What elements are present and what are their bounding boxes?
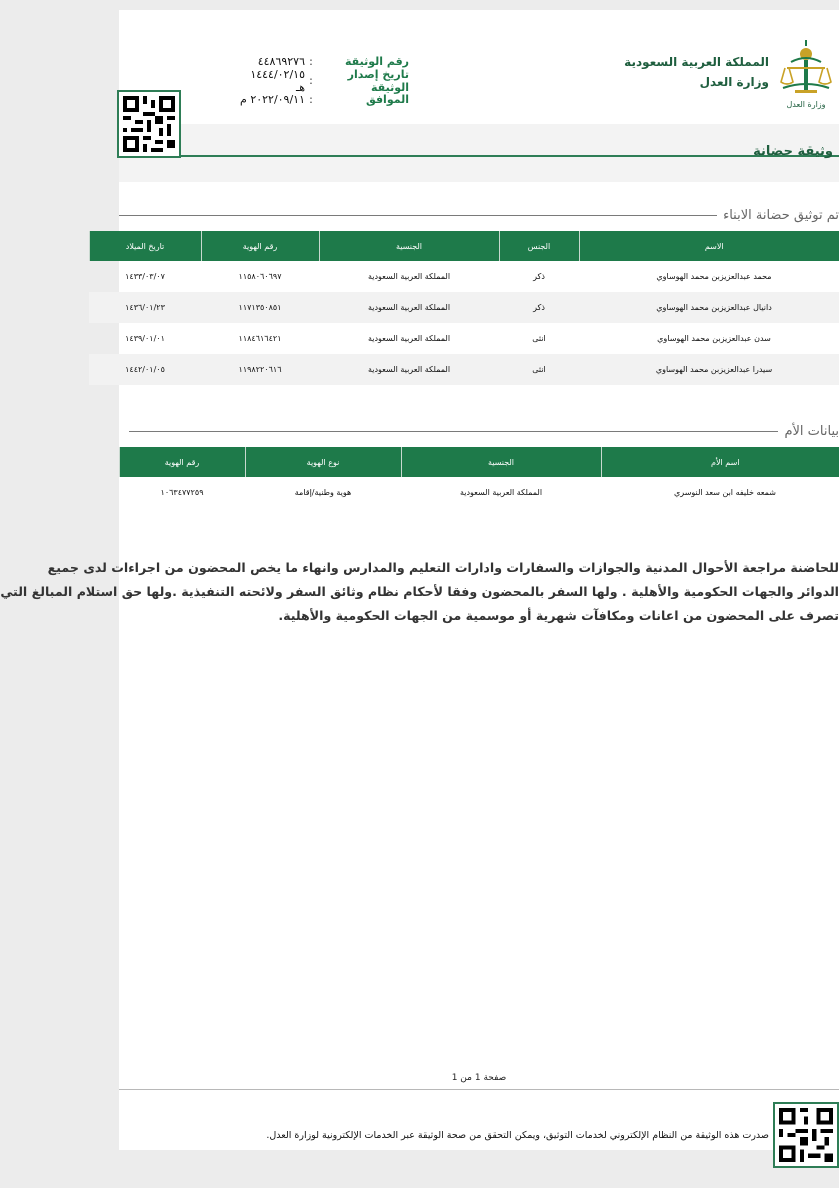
- children-heading-text: تم توثيق حضانة الابناء: [723, 208, 839, 223]
- cell-id: ١٠٦٣٤٧٧٢٥٩: [160, 488, 204, 497]
- meta-separator: :: [309, 55, 313, 68]
- cell-birthdate: ١٤٣٩/٠١/٠١: [125, 334, 165, 343]
- cell-name: محمد عبدالعزيزبن محمد الهوساوي: [656, 272, 772, 281]
- emblem-caption: وزارة العدل: [786, 100, 826, 109]
- meta-separator: :: [309, 74, 313, 87]
- table-header-row: [119, 447, 839, 477]
- mother-table: [119, 447, 839, 508]
- table-row: [89, 323, 839, 354]
- cell-gender: ذكر: [533, 272, 545, 281]
- cell-id: ١١٩٨٢٢٠٦١٦: [201, 354, 319, 385]
- paragraph-line: الدوائر والجهات الحكومية والأهلية . ولها السفر بالمحضون وفقا لأحكام نظام وثائق السفر ولائحته التنفيذية .ولها حق استلام المبالغ التي: [0, 584, 839, 599]
- cell-mother-name: شمعه خليفه ابن سعد النوسري: [674, 488, 776, 497]
- table-row: [119, 477, 839, 508]
- cell-birthdate: ١٤٣٦/٠١/٢٣: [89, 292, 201, 323]
- paragraph-line: تصرف على المحضون من اعانات ومكافآت شهرية أو موسمية من الجهات الحكومية والأهلية.: [278, 608, 839, 623]
- table-header-row: [89, 231, 839, 261]
- qr-code-icon: [117, 90, 181, 158]
- meta-label: رقم الوثيقة: [345, 55, 409, 68]
- cell-name: سيدرا عبدالعزيزبن محمد الهوساوي: [579, 354, 839, 385]
- cell-name: دانيال عبدالعزيزبن محمد الهوساوي: [579, 292, 839, 323]
- title-underline: [181, 155, 839, 157]
- meta-value: ١٤٤٤/٠٢/١٥ هـ: [250, 67, 305, 94]
- page-number: صفحة 1 من 1: [451, 1073, 507, 1083]
- table-row: [89, 261, 839, 292]
- column-header: اسم الأم: [601, 447, 839, 477]
- cell-id: ١١٨٤٦١٦٤٢١: [238, 334, 282, 343]
- ministry-emblem-icon: [777, 40, 835, 112]
- meta-value: ٢٠٢٢/٠٩/١١ م: [240, 93, 305, 106]
- table-row: [89, 354, 839, 385]
- cell-nationality: المملكة العربية السعودية: [319, 354, 499, 385]
- cell-nationality: المملكة العربية السعودية: [367, 272, 451, 281]
- cell-nationality: المملكة العربية السعودية: [459, 488, 543, 497]
- cell-gender: ذكر: [499, 292, 579, 323]
- column-header: الاسم: [579, 231, 839, 261]
- paragraph-line: للحاضنة مراجعة الأحوال المدنية والجوازات والسفارات وادارات التعليم والمدارس وانهاء ما يخص المحضون من اجراءات لدى جميع: [47, 560, 839, 575]
- mother-section-heading: [129, 424, 839, 439]
- children-section-heading: [119, 208, 839, 223]
- cell-birthdate: ١٤٣٣/٠٣/٠٧: [125, 272, 165, 281]
- meta-row-issue-date: [239, 67, 409, 94]
- document-title: وثيقة حضانة: [753, 144, 833, 159]
- title-band: [119, 124, 839, 182]
- meta-label: الموافق: [365, 93, 409, 106]
- column-header: نوع الهوية: [245, 447, 401, 477]
- org-country: المملكة العربية السعودية: [624, 55, 769, 69]
- mother-heading-text: بيانات الأم: [784, 424, 839, 439]
- cell-nationality: المملكة العربية السعودية: [367, 334, 451, 343]
- cell-id: ١١٧١٣٥٠٨٥١: [201, 292, 319, 323]
- table-row: [89, 292, 839, 323]
- column-header: تاريخ الميلاد: [89, 231, 201, 261]
- column-header: الجنسية: [401, 447, 601, 477]
- cell-gender: انثى: [499, 354, 579, 385]
- cell-birthdate: ١٤٤٢/٠١/٠٥: [89, 354, 201, 385]
- column-header: الجنس: [499, 231, 579, 261]
- cell-id: ١١٥٨٠٦٠٦٩٧: [238, 272, 282, 281]
- cell-name: سدن عبدالعزيزبن محمد الهوساوي: [657, 334, 771, 343]
- heading-rule: [119, 215, 717, 216]
- meta-label: تاريخ إصدار الوثيقة: [347, 67, 409, 94]
- meta-value: ٤٤٨٦٩٢٧٦: [257, 55, 305, 68]
- cell-id-type: هوية وطنية/إقامة: [294, 488, 352, 497]
- qr-code-icon: [773, 1102, 839, 1168]
- footer-divider: [119, 1089, 839, 1090]
- custody-terms-paragraph: [0, 556, 839, 628]
- document-page: [0, 10, 839, 1150]
- column-header: الجنسية: [319, 231, 499, 261]
- meta-row-gregorian: [239, 90, 409, 109]
- document-meta: [239, 52, 409, 109]
- cell-gender: انثى: [532, 334, 546, 343]
- organization-block: [624, 52, 769, 92]
- cell-nationality: المملكة العربية السعودية: [319, 292, 499, 323]
- column-header: رقم الهوية: [201, 231, 319, 261]
- children-table: [89, 231, 839, 385]
- column-header: رقم الهوية: [119, 447, 245, 477]
- heading-rule: [129, 431, 778, 432]
- org-ministry: وزارة العدل: [699, 75, 769, 89]
- meta-separator: :: [309, 93, 313, 106]
- footer-note: صدرت هذه الوثيقة من النظام الإلكتروني لخدمات التوثيق، ويمكن التحقق من صحة الوثيقة عبر الخدمات الإلكترونية لوزارة العدل.: [266, 1130, 769, 1141]
